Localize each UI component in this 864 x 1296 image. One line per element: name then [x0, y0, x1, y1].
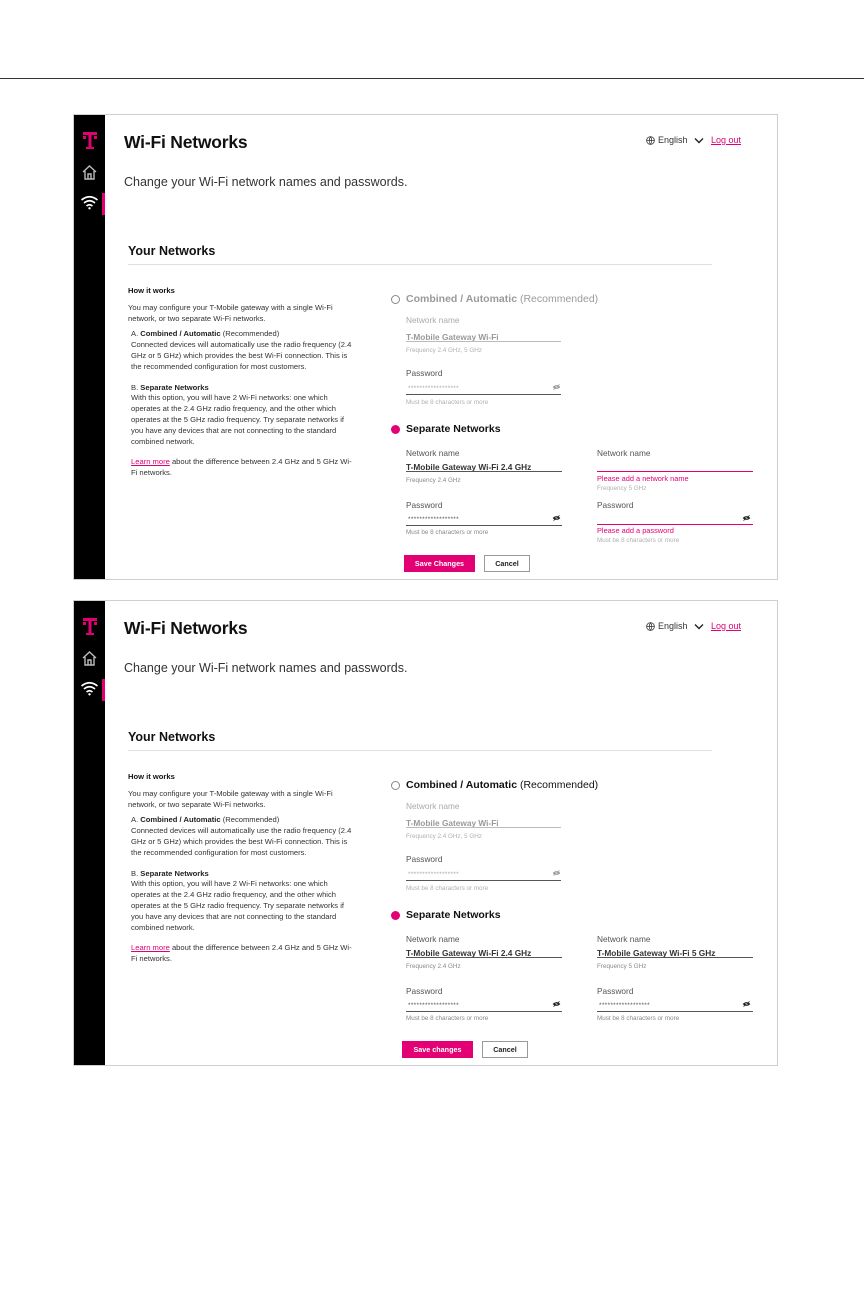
band24-frequency: Frequency 2.4 GHz	[406, 963, 461, 970]
t-mobile-logo-icon	[82, 132, 98, 150]
band5-network-name-underline	[597, 957, 753, 958]
combined-password-hint: Must be 8 characters or more	[406, 885, 489, 892]
section-title: Your Networks	[128, 730, 216, 744]
band24-network-name-underline	[406, 471, 562, 472]
combined-password-hint: Must be 8 characters or more	[406, 399, 489, 406]
home-icon[interactable]	[81, 650, 98, 667]
combined-password-input[interactable]: ******************	[408, 385, 459, 392]
combined-radio[interactable]	[391, 295, 400, 304]
section-divider	[128, 750, 712, 751]
cancel-button[interactable]: Cancel	[484, 555, 530, 572]
band5-password-label: Password	[597, 500, 634, 510]
hide-password-icon[interactable]	[552, 384, 561, 390]
cancel-button[interactable]: Cancel	[482, 1041, 528, 1058]
combined-option-label: Combined / Automatic (Recommended)	[406, 293, 599, 305]
learn-more-text: Learn more about the difference between 2.4 GHz and 5 GHz Wi-Fi networks.	[131, 943, 352, 964]
combined-network-name-label: Network name	[406, 315, 460, 325]
logout-link[interactable]: Log out	[711, 621, 742, 631]
band5-name-error: Please add a network name	[597, 474, 689, 483]
combined-network-name-input[interactable]: T-Mobile Gateway Wi-Fi	[406, 332, 499, 342]
band5-network-name-label: Network name	[597, 448, 651, 458]
combined-radio[interactable]	[391, 781, 400, 790]
nav-active-indicator	[102, 679, 105, 701]
page-title: Wi-Fi Networks	[124, 618, 248, 638]
band5-network-name-label: Network name	[597, 934, 651, 944]
section-divider	[128, 264, 712, 265]
band5-password-underline	[597, 524, 753, 525]
how-it-works-intro: You may configure your T-Mobile gateway with a single Wi-Fi network, or two separate Wi-Fi networks.	[128, 302, 333, 323]
band24-password-input[interactable]: ******************	[408, 516, 459, 523]
how-it-works-heading: How it works	[128, 772, 175, 781]
band5-network-name-underline	[597, 471, 753, 472]
logout-link[interactable]: Log out	[711, 135, 742, 145]
combined-network-name-underline	[406, 827, 561, 828]
chevron-down-icon	[694, 137, 704, 144]
band5-password-hint: Must be 8 characters or more	[597, 1015, 680, 1022]
band5-password-hint: Must be 8 characters or more	[597, 537, 680, 544]
side-nav	[74, 115, 105, 579]
wifi-networks-screenshot-errors	[73, 114, 778, 580]
band24-network-name-label: Network name	[406, 934, 460, 944]
combined-password-label: Password	[406, 854, 443, 864]
band24-password-input[interactable]: ******************	[408, 1002, 459, 1009]
combined-network-name-input[interactable]: T-Mobile Gateway Wi-Fi	[406, 818, 499, 828]
save-changes-button[interactable]: Save changes	[402, 1041, 473, 1058]
combined-network-name-label: Network name	[406, 801, 460, 811]
band24-password-hint: Must be 8 characters or more	[406, 1015, 489, 1022]
wifi-networks-screenshot-completed	[73, 600, 778, 1066]
wifi-icon[interactable]	[80, 195, 99, 210]
learn-more-link[interactable]: Learn more	[131, 943, 170, 953]
hide-password-icon[interactable]	[552, 515, 561, 521]
option-a-description: A. Combined / Automatic (Recommended) Connected devices will automatically use the radio frequency (2.4 GHz or 5 GHz) which provides the best Wi-Fi connection. This is the recommended configuration for most customers.	[131, 815, 352, 857]
option-a-description: A. Combined / Automatic (Recommended) Connected devices will automatically use the radio frequency (2.4 GHz or 5 GHz) which provides the best Wi-Fi connection. This is the recommended configuration for most customers.	[131, 329, 352, 371]
section-title: Your Networks	[128, 244, 216, 258]
how-it-works-heading: How it works	[128, 286, 175, 295]
separate-option-label: Separate Networks	[406, 909, 501, 921]
learn-more-text: Learn more about the difference between 2.4 GHz and 5 GHz Wi-Fi networks.	[131, 457, 352, 478]
combined-password-input[interactable]: ******************	[408, 871, 459, 878]
separate-radio[interactable]	[391, 911, 400, 920]
band24-frequency: Frequency 2.4 GHz	[406, 477, 461, 484]
how-it-works-intro: You may configure your T-Mobile gateway with a single Wi-Fi network, or two separate Wi-Fi networks.	[128, 788, 333, 809]
band5-frequency: Frequency 5 GHz	[597, 963, 647, 970]
band5-frequency: Frequency 5 GHz	[597, 485, 647, 492]
band24-password-label: Password	[406, 500, 443, 510]
language-label: English	[658, 621, 688, 631]
nav-active-indicator	[102, 193, 105, 215]
band24-password-hint: Must be 8 characters or more	[406, 529, 489, 536]
band24-network-name-input[interactable]: T-Mobile Gateway Wi-Fi 2.4 GHz	[406, 462, 532, 472]
combined-frequency: Frequency 2.4 GHz, 5 GHz	[406, 833, 482, 840]
home-icon[interactable]	[81, 164, 98, 181]
combined-frequency: Frequency 2.4 GHz, 5 GHz	[406, 347, 482, 354]
combined-password-underline	[406, 394, 561, 395]
band24-password-underline	[406, 1011, 562, 1012]
how-it-works	[128, 772, 356, 970]
how-it-works	[128, 286, 356, 484]
hide-password-icon[interactable]	[552, 870, 561, 876]
option-b-description: B. Separate Networks With this option, you will have 2 Wi-Fi networks: one which operates at the 2.4 GHz radio frequency, and the other which operates at the 5 GHz radio frequency. Try separate networks if you have any devices that are not connecting to the standard combined network.	[131, 868, 345, 932]
band24-password-underline	[406, 525, 562, 526]
chevron-down-icon	[694, 623, 704, 630]
separate-option-label: Separate Networks	[406, 423, 501, 435]
page-subtitle: Change your Wi-Fi network names and passwords.	[124, 661, 408, 675]
band5-password-underline	[597, 1011, 753, 1012]
band5-password-label: Password	[597, 986, 634, 996]
globe-icon	[646, 136, 655, 145]
language-selector[interactable]	[646, 621, 704, 631]
globe-icon	[646, 622, 655, 631]
combined-network-name-underline	[406, 341, 561, 342]
page-subtitle: Change your Wi-Fi network names and passwords.	[124, 175, 408, 189]
save-changes-button[interactable]: Save Changes	[404, 555, 475, 572]
option-b-description: B. Separate Networks With this option, you will have 2 Wi-Fi networks: one which operates at the 2.4 GHz radio frequency, and the other which operates at the 5 GHz radio frequency. Try separate networks if you have any devices that are not connecting to the standard combined network.	[131, 382, 345, 446]
wifi-icon[interactable]	[80, 681, 99, 696]
language-label: English	[658, 135, 688, 145]
learn-more-link[interactable]: Learn more	[131, 457, 170, 467]
band24-password-label: Password	[406, 986, 443, 996]
combined-password-label: Password	[406, 368, 443, 378]
page-header-rule	[0, 78, 864, 79]
band24-network-name-input[interactable]: T-Mobile Gateway Wi-Fi 2.4 GHz	[406, 948, 532, 958]
combined-password-underline	[406, 880, 561, 881]
band24-network-name-underline	[406, 957, 562, 958]
page-title: Wi-Fi Networks	[124, 132, 248, 152]
language-selector[interactable]	[646, 135, 704, 145]
band5-network-name-input[interactable]: T-Mobile Gateway Wi-Fi 5 GHz	[597, 948, 716, 958]
band5-password-error: Please add a password	[597, 526, 674, 535]
band5-password-input[interactable]: ******************	[599, 1002, 650, 1009]
side-nav	[74, 601, 105, 1065]
hide-password-icon[interactable]	[552, 1001, 561, 1007]
separate-radio[interactable]	[391, 425, 400, 434]
band24-network-name-label: Network name	[406, 448, 460, 458]
combined-option-label: Combined / Automatic (Recommended)	[406, 779, 599, 791]
t-mobile-logo-icon	[82, 618, 98, 636]
hide-password-icon[interactable]	[742, 1001, 751, 1007]
hide-password-icon[interactable]	[742, 515, 751, 521]
